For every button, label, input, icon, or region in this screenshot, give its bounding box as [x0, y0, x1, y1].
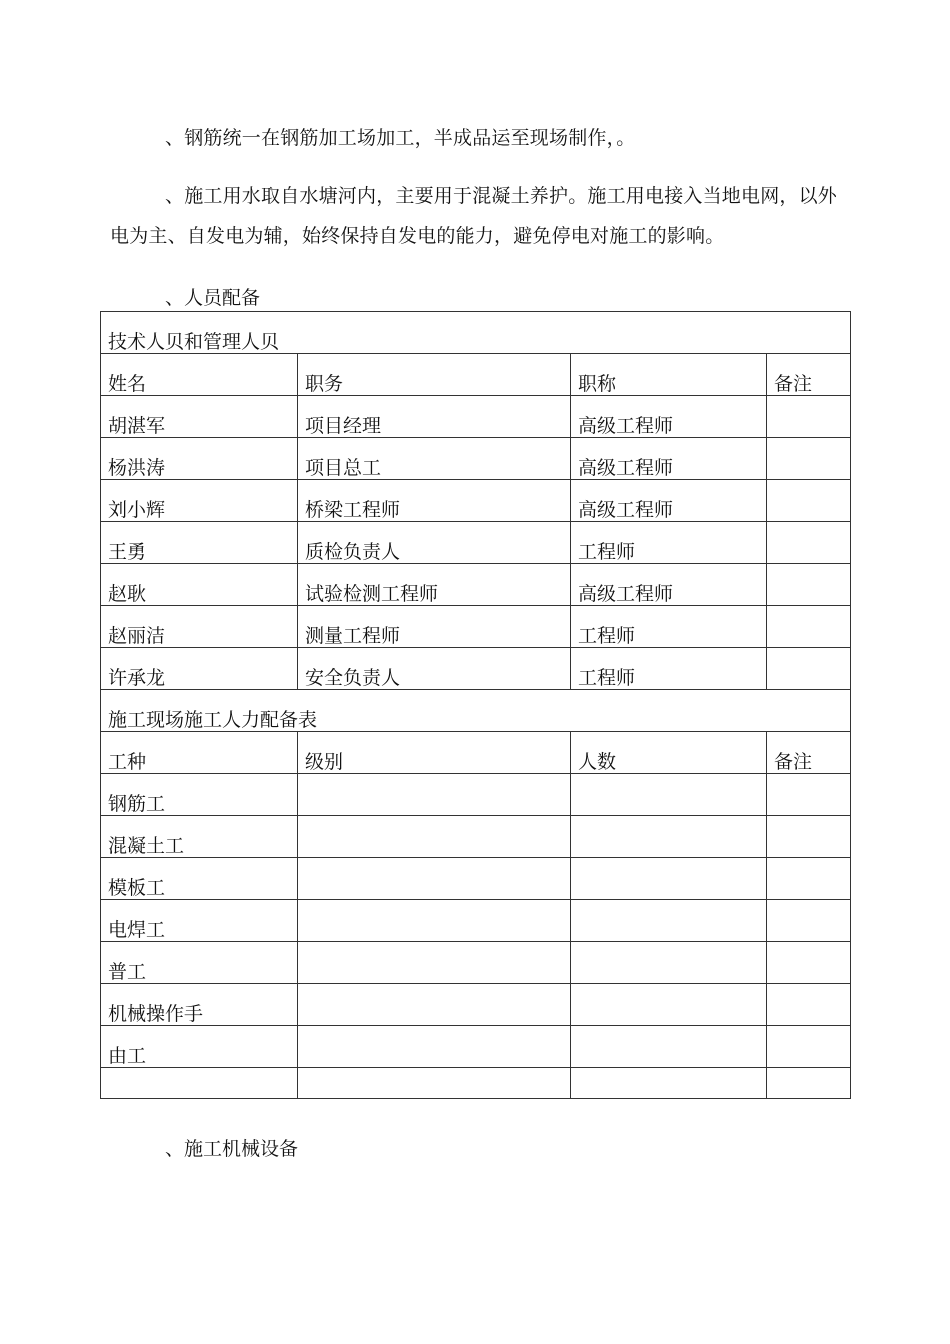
name-cell: 杨洪涛: [101, 438, 298, 480]
title-cell: 工程师: [571, 522, 767, 564]
count-cell: [571, 942, 767, 984]
name-cell: 赵丽洁: [101, 606, 298, 648]
position-cell: 安全负责人: [298, 648, 571, 690]
table-row: [101, 1026, 851, 1068]
remark-cell: [767, 564, 851, 606]
table-row: [101, 564, 851, 606]
count-cell: [571, 858, 767, 900]
level-cell: [298, 858, 571, 900]
level-cell: [298, 900, 571, 942]
header-cell: 职称: [571, 354, 767, 396]
header-cell: 级别: [298, 732, 571, 774]
title-cell: 高级工程师: [571, 396, 767, 438]
tech-table-title: 技术人贝和管理人贝: [101, 312, 851, 354]
table-row: [101, 648, 851, 690]
title-cell: 高级工程师: [571, 480, 767, 522]
table-row: [101, 396, 851, 438]
trade-cell: [101, 1068, 298, 1099]
title-cell: 高级工程师: [571, 564, 767, 606]
position-cell: 测量工程师: [298, 606, 571, 648]
level-cell: [298, 774, 571, 816]
level-cell: [298, 1026, 571, 1068]
title-cell: 高级工程师: [571, 438, 767, 480]
labor-table-header-row: [101, 732, 851, 774]
remark-cell: [767, 1068, 851, 1099]
table-row: [101, 816, 851, 858]
trade-cell: 由工: [101, 1026, 298, 1068]
count-cell: [571, 1068, 767, 1099]
name-cell: 赵耿: [101, 564, 298, 606]
count-cell: [571, 900, 767, 942]
table-row: [101, 438, 851, 480]
position-cell: 质检负责人: [298, 522, 571, 564]
paragraph-rebar: 、钢筋统一在钢筋加工场加工，半成品运至现场制作，。: [165, 127, 636, 149]
remark-cell: [767, 606, 851, 648]
remark-cell: [767, 774, 851, 816]
labor-table-title: 施工现场施工人力配备表: [101, 690, 851, 732]
trade-cell: 混凝土工: [101, 816, 298, 858]
table-row: [101, 774, 851, 816]
count-cell: [571, 816, 767, 858]
remark-cell: [767, 438, 851, 480]
tech-table-title-row: [101, 312, 851, 354]
remark-cell: [767, 984, 851, 1026]
header-cell: 职务: [298, 354, 571, 396]
trade-cell: 钢筋工: [101, 774, 298, 816]
trade-cell: 电焊工: [101, 900, 298, 942]
remark-cell: [767, 858, 851, 900]
level-cell: [298, 984, 571, 1026]
position-cell: 项目经理: [298, 396, 571, 438]
remark-cell: [767, 816, 851, 858]
trade-cell: 普工: [101, 942, 298, 984]
position-cell: 项目总工: [298, 438, 571, 480]
section-heading-machinery: 、施工机械设备: [165, 1138, 299, 1160]
remark-cell: [767, 396, 851, 438]
tech-table-header-row: [101, 354, 851, 396]
remark-cell: [767, 1026, 851, 1068]
remark-cell: [767, 942, 851, 984]
position-cell: 试验检测工程师: [298, 564, 571, 606]
table-row: [101, 858, 851, 900]
count-cell: [571, 774, 767, 816]
name-cell: 胡湛军: [101, 396, 298, 438]
header-cell: 备注: [767, 732, 851, 774]
table-row: [101, 522, 851, 564]
title-cell: 工程师: [571, 606, 767, 648]
header-cell: 姓名: [101, 354, 298, 396]
table-row-empty: [101, 1068, 851, 1099]
remark-cell: [767, 900, 851, 942]
level-cell: [298, 816, 571, 858]
title-cell: 工程师: [571, 648, 767, 690]
name-cell: 许承龙: [101, 648, 298, 690]
remark-cell: [767, 648, 851, 690]
section-heading-personnel: 、人员配备: [165, 287, 261, 309]
trade-cell: 机械操作手: [101, 984, 298, 1026]
table-row: [101, 942, 851, 984]
level-cell: [298, 1068, 571, 1099]
name-cell: 王勇: [101, 522, 298, 564]
trade-cell: 模板工: [101, 858, 298, 900]
remark-cell: [767, 480, 851, 522]
table-row: [101, 900, 851, 942]
labor-table-title-row: [101, 690, 851, 732]
position-cell: 桥梁工程师: [298, 480, 571, 522]
paragraph-water-power: 、施工用水取自水塘河内，主要用于混凝土养护。施工用电接入当地电网，以外电为主、自发电为辅，始终保持自发电的能力，避免停电对施工的影响。: [110, 185, 838, 247]
staffing-table: [100, 311, 851, 1099]
header-cell: 人数: [571, 732, 767, 774]
level-cell: [298, 942, 571, 984]
header-cell: 备注: [767, 354, 851, 396]
remark-cell: [767, 522, 851, 564]
count-cell: [571, 1026, 767, 1068]
table-row: [101, 984, 851, 1026]
name-cell: 刘小辉: [101, 480, 298, 522]
header-cell: 工种: [101, 732, 298, 774]
count-cell: [571, 984, 767, 1026]
table-row: [101, 606, 851, 648]
table-row: [101, 480, 851, 522]
